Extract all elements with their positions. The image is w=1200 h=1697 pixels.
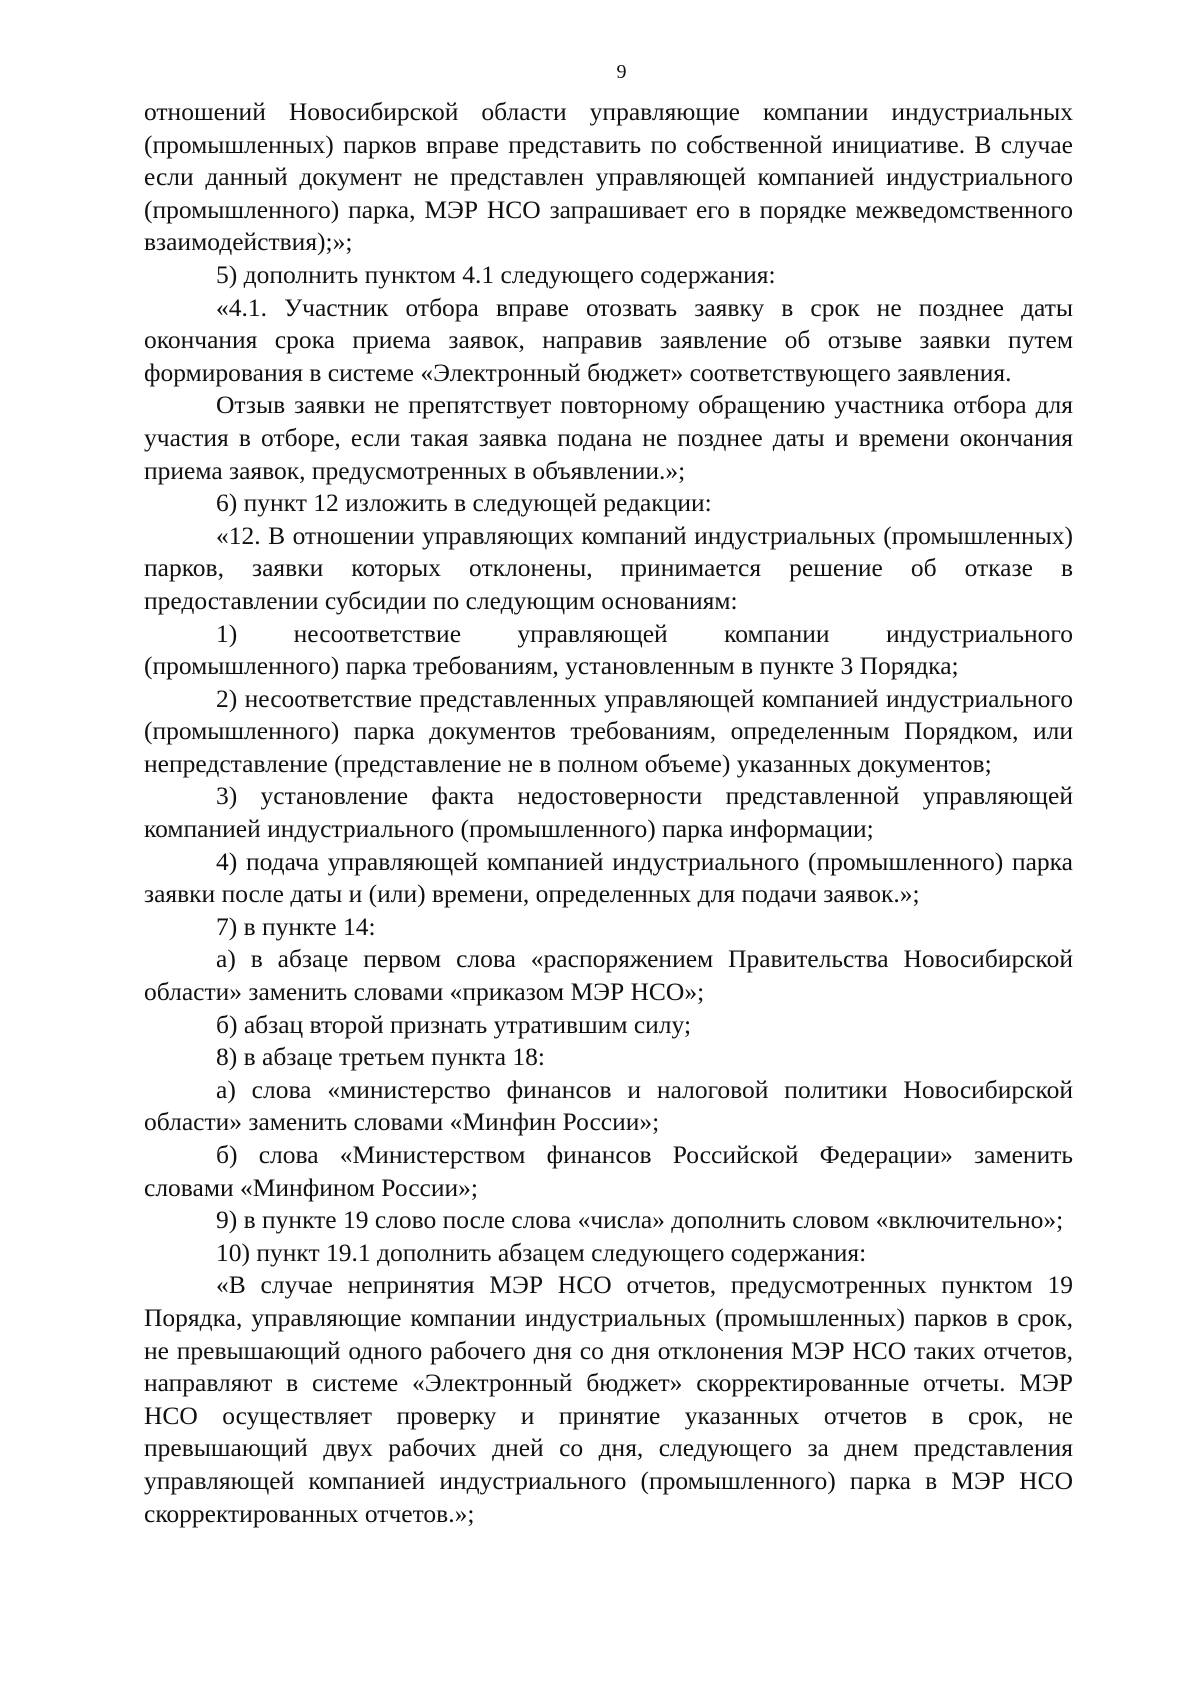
paragraph-ground-4: 4) подача управляющей компанией индустриального (промышленного) парка заявки после даты и (или) времени, определенных для подачи заявок.»;: [144, 846, 1073, 909]
paragraph-item-6: 6) пункт 12 изложить в следующей редакции:: [216, 488, 712, 518]
paragraph-item-7b: б) абзац второй признать утратившим силу;: [216, 1009, 692, 1039]
paragraph-item-8a: а) слова «министерство финансов и налоговой политики Новосибирской области» заменить словами «Минфин России»;: [144, 1074, 1073, 1137]
paragraph-ground-3: 3) установление факта недостоверности представленной управляющей компанией индустриального (промышленного) парка информации;: [144, 781, 1073, 844]
paragraph-point-19-1-addition: «В случае непринятия МЭР НСО отчетов, предусмотренных пунктом 19 Порядка, управляющие компании индустриальных (промышленных) парков в срок, не превышающий одного рабочего дня со дня отклонения МЭР НСО таких отчетов, направляют в системе «Электронный бюджет» скорректированные отчеты. МЭР НСО осуществляет проверку и принятие указанных отчетов в срок, не превышающий двух рабочих дней со дня, следующего за днем представления управляющей компанией индустриального (промышленного) парка в МЭР НСО скорректированных отчетов.»;: [144, 1270, 1073, 1528]
paragraph-item-8: 8) в абзаце третьем пункта 18:: [216, 1042, 546, 1072]
document-body: [144, 96, 1073, 1530]
page-number: 9: [616, 61, 627, 83]
paragraph-item-8b: б) слова «Министерством финансов Российской Федерации» заменить словами «Минфином России»;: [144, 1140, 1073, 1202]
paragraph-withdrawal: Отзыв заявки не препятствует повторному обращению участника отбора для участия в отборе, если такая заявка подана не позднее даты и времени окончания приема заявок, предусмотренных в объявлении.»;: [144, 390, 1073, 485]
paragraph-item-7: 7) в пункте 14:: [216, 911, 376, 941]
paragraph-ground-2: 2) несоответствие представленных управляющей компанией индустриального (промышленного) парка документов требованиям, определенным Порядком, или непредставление (представление не в полном объеме) указанных документов;: [144, 683, 1073, 778]
paragraph-point-4-1: «4.1. Участник отбора вправе отозвать заявку в срок не позднее даты окончания срока приема заявок, направив заявление об отзыве заявки путем формирования в системе «Электронный бюджет» соответствующего заявления.: [144, 292, 1073, 387]
paragraph-item-10: 10) пункт 19.1 дополнить абзацем следующего содержания:: [216, 1237, 867, 1267]
paragraph-item-5: 5) дополнить пунктом 4.1 следующего содержания:: [216, 259, 776, 289]
paragraph-continuation: отношений Новосибирской области управляющие компании индустриальных (промышленных) парков вправе представить по собственной инициативе. В случае если данный документ не представлен управляющей компанией индустриального (промышленного) парка, МЭР НСО запрашивает его в порядке межведомственного взаимодействия);»;: [144, 97, 1073, 257]
paragraph-item-9: 9) в пункте 19 слово после слова «числа» дополнить словом «включительно»;: [216, 1205, 1064, 1235]
paragraph-point-12: «12. В отношении управляющих компаний индустриальных (промышленных) парков, заявки которых отклонены, принимается решение об отказе в предоставлении субсидии по следующим основаниям:: [144, 520, 1073, 615]
paragraph-item-7a: а) в абзаце первом слова «распоряжением Правительства Новосибирской области» заменить словами «приказом МЭР НСО»;: [144, 944, 1073, 1007]
paragraph-ground-1: 1) несоответствие управляющей компании индустриального (промышленного) парка требованиям, установленным в пункте 3 Порядка;: [144, 618, 1073, 681]
